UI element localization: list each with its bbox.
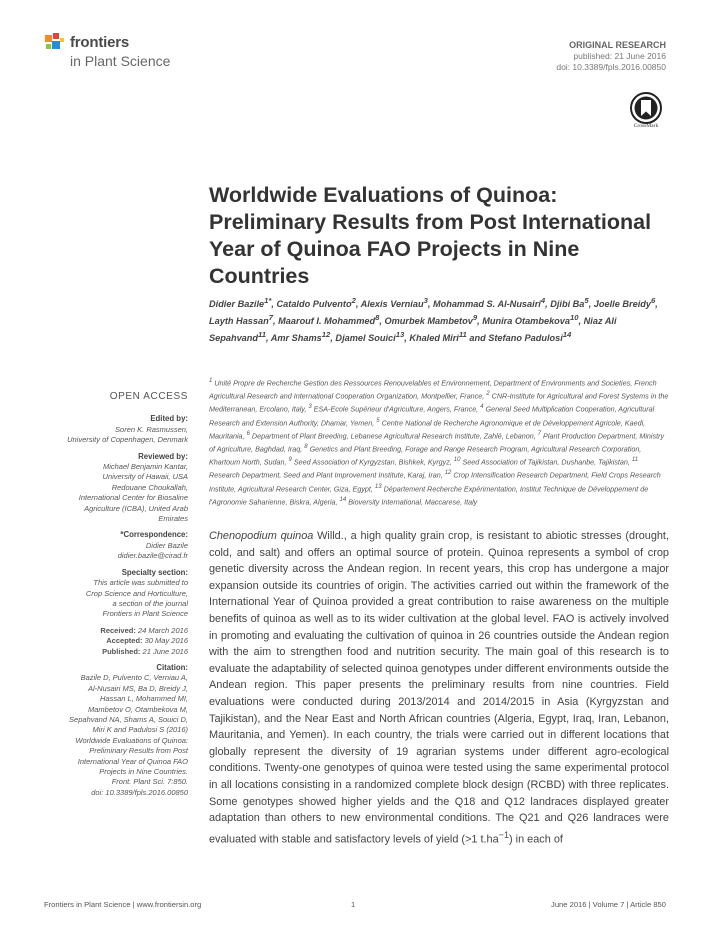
crossmark-label: CrossMark xyxy=(633,123,659,129)
correspondence-text[interactable]: Didier Bazile didier.bazile@cirad.fr xyxy=(117,540,188,561)
page-number: 1 xyxy=(351,900,356,909)
open-access-label: OPEN ACCESS xyxy=(109,391,188,402)
accepted-line xyxy=(44,636,188,646)
specialty-text: This article was submitted to Crop Science and Horticulture, a section of the journal Frontiers in Plant Science xyxy=(85,578,188,619)
article-title: Worldwide Evaluations of Quinoa: Preliminary Results from Post International Year of Quinoa FAO Projects in Nine Countries xyxy=(209,183,652,288)
affiliations: $^1$ Unité Propre de Recherche Gestion des Ressources Renouvelables et Environnement, Department of Environments and Societies, French Agricultural Research and International Cooperation Organization, Montpellier, France, $^2$ CNR-Institute for Agricultural and Forest Systems in the Mediterranean, Ercolano, Italy, $^3$ ESA-Ecole Supérieur d'Agriculture, Angers, France, $^4$ General Seed Multiplication Cooperation, Agricultural Research and Extension Authority, Dhamar, Yemen, $^5$ Centre National de Recherche Agronomique et de Développement Agricole, Kaedi, Mauritania, $^6$ Department of Plant Breeding, Lebanese Agricultural Research Institute, Zahlé, Lebanon, $^7$ Plant Production Department, Ministry of Agriculture, Baghdad, Iraq, $^8$ Genetics and Plant Breeding, Forage and Range Research Program, Agricultural Research Corporation, Khartoum North, Sudan, $^9$ Seed Association of Kyrgyzstan, Bishkek, Kyrgyz, $^{10}$ Seed Association of Tajikistan, Dushanbe, Tajikistan, $^{11}$ Research Department, Seed and Plant Improvement Institute, Karaj, Iran, $^{12}$ Crop Intensification Research Department, Field Crops Research Institute, Agricultural Research Center, Giza, Egypt, $^{13}$ Département Recherche Expérimentation, Institut Technique de Développement de l'Agronomie Saharienne, Biskra, Algeria, $^{14}$ Bioversity International, Maccarese, Italy xyxy=(209,378,669,507)
reviewed-by-heading: Reviewed by: xyxy=(138,451,188,461)
crossmark-icon[interactable] xyxy=(630,88,662,128)
citation-text: Bazile D, Pulvento C, Verniau A, Al-Nusairi MS, Ba D, Breidy J, Hassan L, Mohammed MI, Mambetov O, Otambekova M, Sepahvand NA, Shams A, Souici D, Miri K and Padulosi S (2016) Worldwide Evaluations of Quinoa: Preliminary Results from Post International Year of Quinoa FAO Projects in Nine Countries. Front. Plant Sci. 7:850. doi: 10.3389/fpls.2016.00850 xyxy=(69,673,188,797)
article-meta xyxy=(556,40,666,73)
footer-volume: June 2016 | Volume 7 | Article 850 xyxy=(551,900,666,909)
specialty-heading: Specialty section: xyxy=(121,567,188,577)
accepted-date: 30 May 2016 xyxy=(144,636,188,646)
doi-link[interactable]: doi: 10.3389/fpls.2016.00850 xyxy=(556,62,666,72)
article-type: ORIGINAL RESEARCH xyxy=(569,40,666,50)
published-date-sidebar: 21 June 2016 xyxy=(142,646,188,656)
published-heading: Published: xyxy=(102,646,141,656)
edited-by-text: Soren K. Rasmussen, University of Copenhagen, Denmark xyxy=(67,424,188,445)
published-line xyxy=(44,647,188,657)
reviewed-by-text: Michael Benjamin Kantar, University of Hawaii, USA Redouane Choukallah, International Center for Biosaline Agriculture (ICBA), United Arab Emirates xyxy=(78,462,188,524)
brand-name: frontiers xyxy=(70,34,130,51)
abstract: Chenopodium quinoa Willd., a high quality grain crop, is resistant to abiotic stresses (drought, cold, and salt) and offers an optimal source of protein. Quinoa represents a symbol of crop genetic diversity across the Andean region. In recent years, this crop has undergone a major expansion outside its countries of origin. The activities carried out within the framework of the International Year of Quinoa provided a great contribution to raise awareness on the multiple benefits of quinoa as well as to its wider cultivation at the global level. FAO is actively involved in promoting and evaluating the cultivation of quinoa in 26 countries outside the Andean region with the aim to strengthen food and nutrition security. The main goal of this research is to evaluate the adaptability of selected quinoa genotypes under different environments outside the Andean region. This paper presents the preliminary results from nine countries. Field evaluations were conducted during 2013/2014 and 2014/2015 in Asia (Kyrgyzstan and Tajikistan), and the Near East and North African countries (Algeria, Egypt, Iraq, Iran, Lebanon, Mauritania, and Yemen). In each country, the trials were carried out in different locations that globally represent the diversity of 19 agrarian systems under different agro-ecological conditions. Twenty-one genotypes of quinoa were tested using the same experimental protocol in all locations consisting in a randomized complete block design (RCBD) with three replicates. Some genotypes showed higher yields and the Q18 and Q12 landraces displayed greater adaptation than others to new environmental conditions. The Q21 and Q26 landraces were evaluated with stable and satisfactory levels of yield (>1 $t.ha^{-1}$) in each of xyxy=(209,530,669,846)
authors: Didier Bazile$^{1*}$, Cataldo Pulvento$^2$, Alexis Verniau$^3$, Mohammad S. Al-Nusairi$^4$, Djibi Ba$^5$, Joelle Breidy$^6$, Layth Hassan$^7$, Maarouf I. Mohammed$^8$, Omurbek Mambetov$^9$, Munira Otambekova$^{10}$, Niaz Ali Sepahvand$^{11}$, Amr Shams$^{12}$, Djamel Souici$^{13}$, Khaled Miri$^{11}$ and Stefano Padulosi$^{14}$ xyxy=(209,296,658,344)
frontiers-mark-icon xyxy=(44,32,66,54)
published-date: published: 21 June 2016 xyxy=(573,51,666,61)
received-line xyxy=(44,626,188,636)
received-date: 24 March 2016 xyxy=(137,625,188,635)
accepted-heading: Accepted: xyxy=(106,636,143,646)
citation-heading: Citation: xyxy=(156,662,188,672)
footer-journal[interactable]: Frontiers in Plant Science | www.frontiersin.org xyxy=(44,900,202,909)
correspondence-heading: *Correspondence: xyxy=(120,530,188,540)
edited-by-heading: Edited by: xyxy=(150,414,188,424)
dates-block xyxy=(44,626,188,657)
frontiers-logo[interactable] xyxy=(44,30,204,72)
journal-name: in Plant Science xyxy=(70,53,171,69)
article-sidebar xyxy=(44,392,188,798)
received-heading: Received: xyxy=(100,625,136,635)
